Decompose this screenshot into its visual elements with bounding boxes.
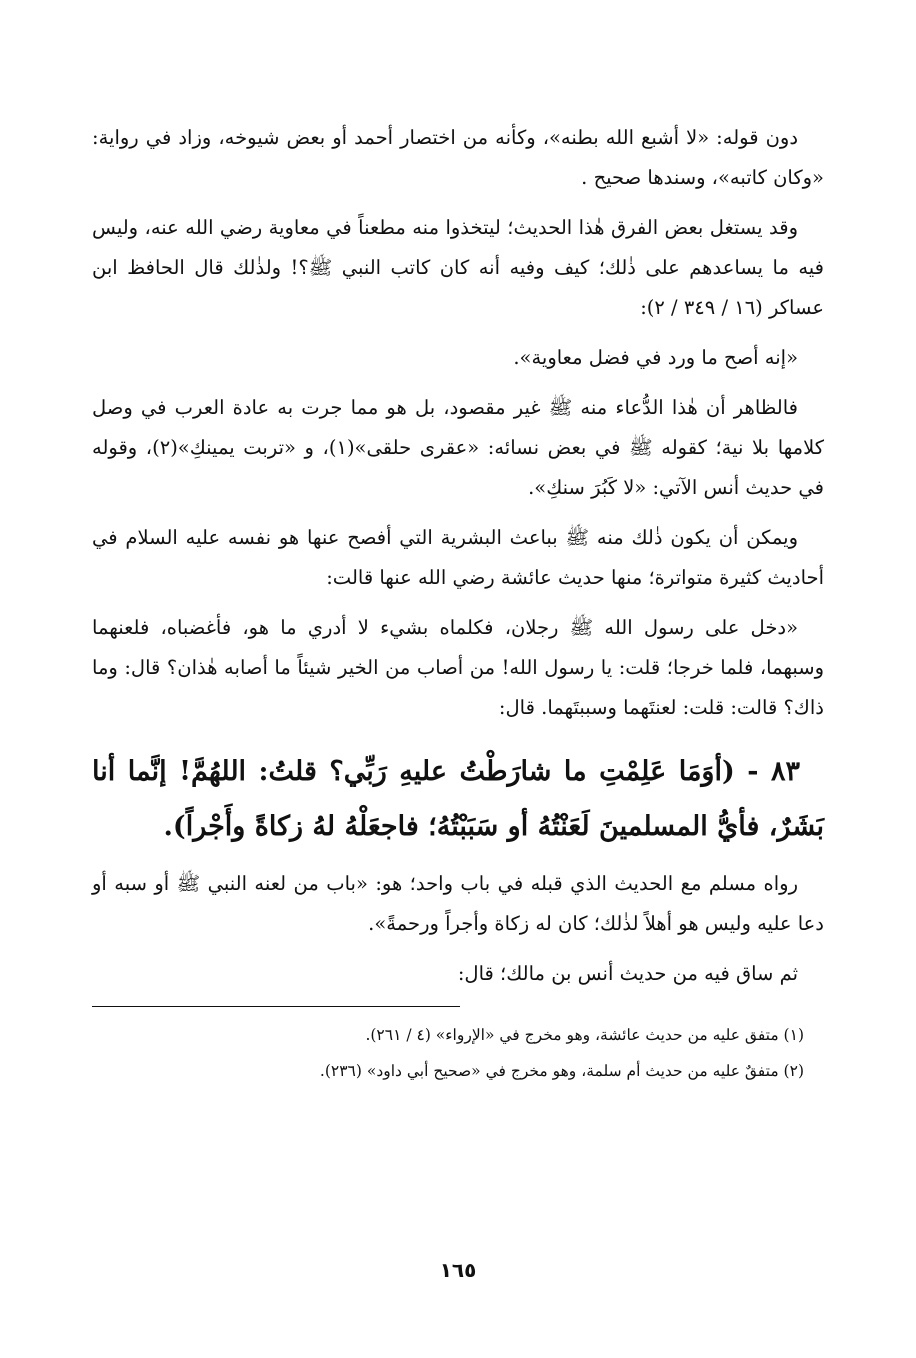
hadith-83: ٨٣ - (أوَمَا عَلِمْتِ ما شارَطْتُ عليهِ رَبِّي؟ قلتُ: اللهُمَّ! إنَّما أنا بَشَرٌ، فأيُّ المسلمينَ لَعَنْتُهُ أو سَبَبْتُهُ؛ فاجعَلْهُ لهُ زكاةً وأَجْراً). [92,756,824,842]
footnote-1: (١) متفق عليه من حديث عائشة، وهو مخرج في «الإرواء» (٤ / ٢٦١). [365,1026,804,1044]
quote-aisha: «دخل على رسول الله ﷺ رجلان، فكلماه بشيء لا أدري ما هو، فأغضباه، فلعنهما وسبهما، فلما خرجا؛ قلت: يا رسول الله! من أصاب من الخير شيئاً ما أصابه هٰذان؟ قال: وما ذاك؟ قالت: قلت: لعنتَهما وسببتَهما. قال: [92,616,824,719]
footnotes [92,1017,824,1089]
paragraph-1: دون قوله: «لا أشبع الله بطنه»، وكأنه من اختصار أحمد أو بعض شيوخه، وزاد في رواية: «وكان كاتبه»، وسندها صحيح . [92,126,824,189]
footnote-divider [92,1006,460,1007]
paragraph-7: رواه مسلم مع الحديث الذي قبله في باب واحد؛ هو: «باب من لعنه النبي ﷺ أو سبه أو دعا عليه وليس هو أهلاً لذٰلك؛ كان له زكاة وأجراً ورحمةً». [92,872,824,935]
paragraph-2: وقد يستغل بعض الفرق هٰذا الحديث؛ ليتخذوا منه مطعناً في معاوية رضي الله عنه، وليس فيه ما يساعدهم على ذٰلك؛ كيف وفيه أنه كان كاتب النبي ﷺ؟! ولذٰلك قال الحافظ ابن عساكر (١٦ / ٣٤٩ / ٢): [92,216,824,319]
page-number: ١٦٥ [439,1258,477,1282]
paragraph-5: ويمكن أن يكون ذٰلك منه ﷺ بباعث البشرية التي أفصح عنها هو نفسه عليه السلام في أحاديث كثيرة متواترة؛ منها حديث عائشة رضي الله عنها قالت: [92,526,824,589]
page-body [92,118,824,1089]
footnote-2: (٢) متفقٌ عليه من حديث أم سلمة، وهو مخرج في «صحيح أبي داود» (٢٣٦). [319,1062,804,1080]
paragraph-4: فالظاهر أن هٰذا الدُّعاء منه ﷺ غير مقصود، بل هو مما جرت به عادة العرب في وصل كلامها بلا نية؛ كقوله ﷺ في بعض نسائه: «عقرى حلقى»(١)، و «تربت يمينكِ»(٢)، وقوله في حديث أنس الآتي: «لا كَبُرَ سنكِ». [92,396,825,499]
paragraph-8: ثم ساق فيه من حديث أنس بن مالك؛ قال: [457,962,798,985]
quote-ibn-asakir: «إنه أصح ما ورد في فضل معاوية». [513,346,798,369]
